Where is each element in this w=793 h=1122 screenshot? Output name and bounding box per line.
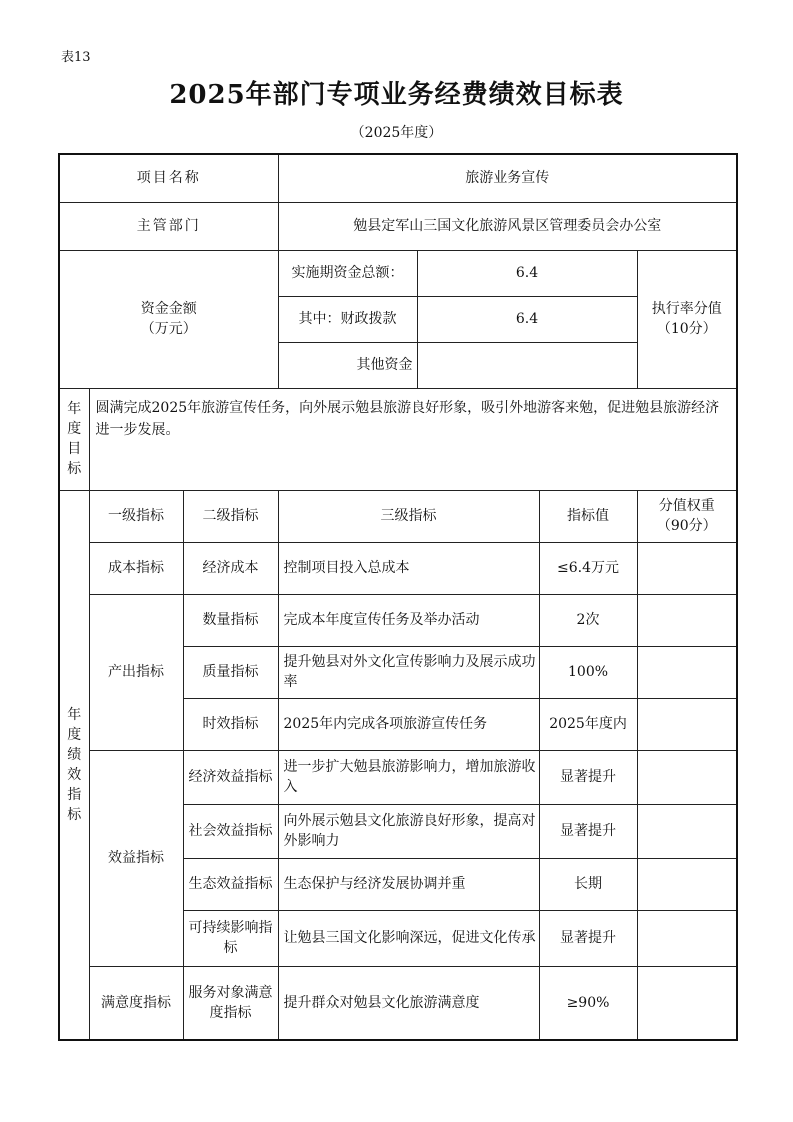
execution-score-line1: 执行率分值 <box>651 301 722 317</box>
benefit-indicator-label: 效益指标 <box>89 750 183 966</box>
value-cell: 长期 <box>539 858 637 910</box>
funds-label <box>59 250 278 388</box>
value-cell: ≥90% <box>539 966 637 1040</box>
header-value: 指标值 <box>539 490 637 542</box>
level2-cell: 可持续影响指标 <box>183 910 278 966</box>
funds-label-line2: （万元） <box>140 321 197 337</box>
annual-goal-text: 圆满完成2025年旅游宣传任务，向外展示勉县旅游良好形象，吸引外地游客来勉，促进勉县旅游经济进一步发展。 <box>89 388 737 490</box>
weight-cell <box>637 910 737 966</box>
total-funds-value: 6.4 <box>417 250 637 296</box>
fiscal-funds-value: 6.4 <box>417 296 637 342</box>
level3-cell: 让勉县三国文化影响深远，促进文化传承 <box>278 910 539 966</box>
page-subtitle: （2025年度） <box>350 125 443 141</box>
weight-cell <box>637 750 737 804</box>
value-cell: 100% <box>539 646 637 698</box>
level3-cell: 生态保护与经济发展协调并重 <box>278 858 539 910</box>
weight-cell <box>637 542 737 594</box>
page-title: 2025年部门专项业务经费绩效目标表 <box>169 80 624 110</box>
level3-cell: 完成本年度宣传任务及举办活动 <box>278 594 539 646</box>
table-row <box>59 542 737 594</box>
execution-score-label <box>637 250 737 388</box>
level2-cell: 生态效益指标 <box>183 858 278 910</box>
value-cell: ≤6.4万元 <box>539 542 637 594</box>
satisfaction-indicator-label: 满意度指标 <box>89 966 183 1040</box>
other-funds-label: 其他资金 <box>278 342 417 388</box>
level3-cell: 2025年内完成各项旅游宣传任务 <box>278 698 539 750</box>
cost-indicator-label: 成本指标 <box>89 542 183 594</box>
level2-cell: 社会效益指标 <box>183 804 278 858</box>
total-funds-label: 实施期资金总额： <box>278 250 417 296</box>
output-indicator-label: 产出指标 <box>89 594 183 750</box>
value-cell: 显著提升 <box>539 750 637 804</box>
annual-goal-label: 年度目标 <box>59 388 89 490</box>
table-number: 表13 <box>61 50 91 65</box>
value-cell: 显著提升 <box>539 804 637 858</box>
table-row <box>59 966 737 1040</box>
weight-cell <box>637 804 737 858</box>
other-funds-value <box>417 342 637 388</box>
project-name-label: 项目名称 <box>59 154 278 202</box>
level2-cell: 质量指标 <box>183 646 278 698</box>
level2-cell: 时效指标 <box>183 698 278 750</box>
header-level3: 三级指标 <box>278 490 539 542</box>
header-weight-line1: 分值权重 <box>658 498 715 514</box>
performance-target-table <box>58 153 738 1041</box>
weight-cell <box>637 646 737 698</box>
header-level2: 二级指标 <box>183 490 278 542</box>
project-name-value: 旅游业务宣传 <box>278 154 737 202</box>
value-cell: 显著提升 <box>539 910 637 966</box>
table-row <box>59 594 737 646</box>
level2-cell: 经济效益指标 <box>183 750 278 804</box>
department-value: 勉县定军山三国文化旅游风景区管理委员会办公室 <box>278 202 737 250</box>
header-level1: 一级指标 <box>89 490 183 542</box>
fiscal-funds-label: 其中：财政拨款 <box>278 296 417 342</box>
level3-cell: 进一步扩大勉县旅游影响力，增加旅游收入 <box>278 750 539 804</box>
indicator-section-label: 年度绩效指标 <box>59 490 89 1040</box>
weight-cell <box>637 858 737 910</box>
department-label: 主管部门 <box>59 202 278 250</box>
value-cell: 2次 <box>539 594 637 646</box>
level3-cell: 提升群众对勉县文化旅游满意度 <box>278 966 539 1040</box>
level2-cell: 数量指标 <box>183 594 278 646</box>
level3-cell: 控制项目投入总成本 <box>278 542 539 594</box>
header-weight-line2: （90分） <box>656 518 717 534</box>
header-weight <box>637 490 737 542</box>
weight-cell <box>637 698 737 750</box>
level3-cell: 向外展示勉县文化旅游良好形象，提高对外影响力 <box>278 804 539 858</box>
funds-label-line1: 资金金额 <box>140 301 197 317</box>
execution-score-line2: （10分） <box>656 321 717 337</box>
level2-cell: 服务对象满意度指标 <box>183 966 278 1040</box>
value-cell: 2025年度内 <box>539 698 637 750</box>
weight-cell <box>637 594 737 646</box>
level2-cell: 经济成本 <box>183 542 278 594</box>
level3-cell: 提升勉县对外文化宣传影响力及展示成功率 <box>278 646 539 698</box>
weight-cell <box>637 966 737 1040</box>
table-row <box>59 750 737 804</box>
